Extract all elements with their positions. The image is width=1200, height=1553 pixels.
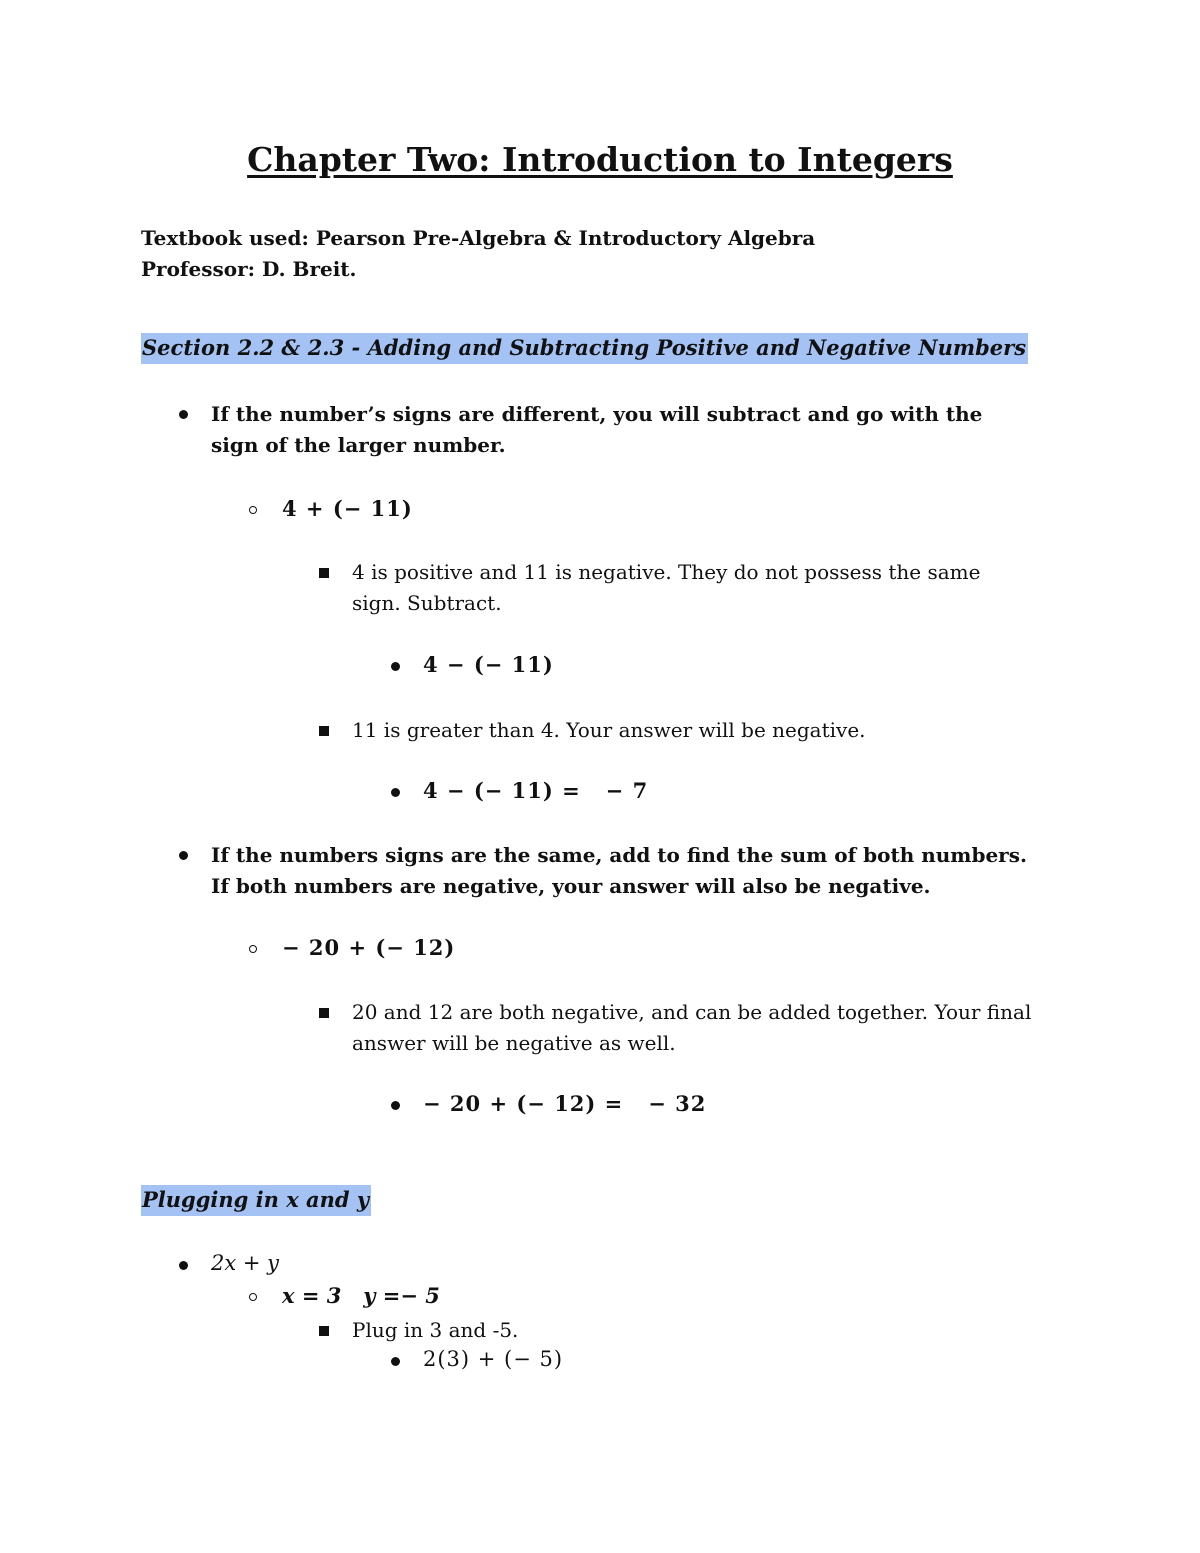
step-expression: 2(3) + (− 5)	[423, 1347, 564, 1371]
bullet-circle-icon	[249, 945, 257, 953]
bullet-circle-icon	[249, 1293, 257, 1301]
bullet-disc-icon	[179, 1261, 188, 1270]
section-heading-adding-subtracting: Section 2.2 & 2.3 - Adding and Subtracting Positive and Negative Numbers	[141, 333, 1028, 364]
expression-2x-plus-y: 2x + y	[211, 1251, 280, 1275]
rule-different-signs: If the number’s signs are different, you will subtract and go with the sign of the larger number.	[211, 402, 983, 457]
example-expression: 4 + (− 11)	[282, 496, 413, 521]
bullet-square-icon	[319, 1326, 329, 1336]
bullet-disc-icon	[391, 788, 400, 797]
explanation-note: 4 is positive and 11 is negative. They do not possess the same sign. Subtract.	[352, 560, 981, 615]
bullet-disc-icon	[391, 1357, 400, 1366]
section-heading-plugging-in: Plugging in x and y	[141, 1185, 371, 1216]
rule-same-signs: If the numbers signs are the same, add to find the sum of both numbers. If both numbers are negative, your answer will also be negative.	[211, 843, 1027, 898]
bullet-square-icon	[319, 726, 329, 736]
explanation-note: 20 and 12 are both negative, and can be added together. Your final answer will be negative as well.	[352, 1000, 1032, 1055]
explanation-note: Plug in 3 and -5.	[352, 1318, 519, 1342]
bullet-disc-icon	[391, 1101, 400, 1110]
page-title: Chapter Two: Introduction to Integers	[247, 140, 953, 179]
given-values: x = 3 y =− 5	[282, 1283, 440, 1308]
explanation-note: 11 is greater than 4. Your answer will be negative.	[352, 718, 866, 742]
professor-line: Professor: D. Breit.	[141, 257, 357, 281]
step-expression: 4 − (− 11)	[423, 652, 554, 677]
textbook-line: Textbook used: Pearson Pre-Algebra & Introductory Algebra	[141, 226, 816, 250]
bullet-disc-icon	[179, 851, 188, 860]
result-expression: − 20 + (− 12) = − 32	[423, 1091, 707, 1116]
bullet-circle-icon	[249, 506, 257, 514]
bullet-disc-icon	[179, 410, 188, 419]
bullet-disc-icon	[391, 662, 400, 671]
result-expression: 4 − (− 11) = − 7	[423, 778, 649, 803]
example-expression: − 20 + (− 12)	[282, 935, 456, 960]
bullet-square-icon	[319, 568, 329, 578]
bullet-square-icon	[319, 1008, 329, 1018]
